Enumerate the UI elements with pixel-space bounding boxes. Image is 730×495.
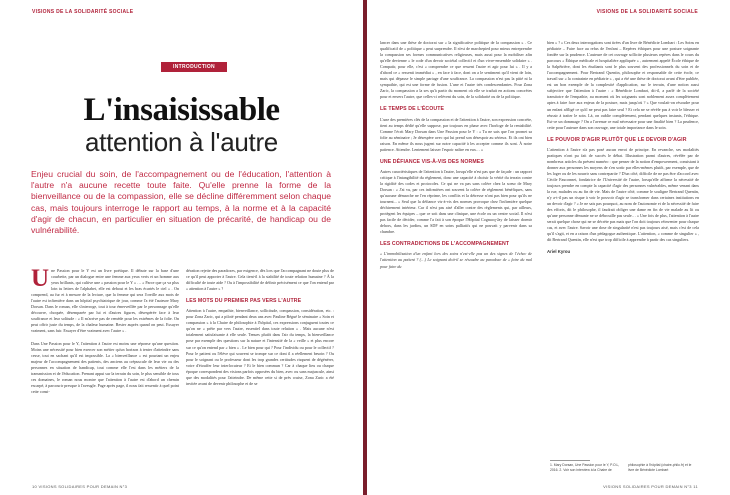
running-head: VISIONS DE LA SOLIDARITÉ SOCIALE [596,9,698,15]
section-tag: INTRODUCTION [161,62,227,72]
paragraph: « L'immobilisation d'un enfant lors des soins n'est-elle pas un des signes de l'échec de l'attention au patient ? (…) Le soignant doit-il se résoudre au paradoxe de « faire du mal pour faire du [380,251,532,269]
paragraph: dération rejette des paradoxes, par exigence, dès lors que l'accompagnant ne doute plus de ce qu'il peut apporter à l'autre. Cela tient-il à la stabilité de toute relation humaine ? À la difficulté de toute aide ? Ou à l'impossibilité de définir précisément ce que l'on entend par « attention à l'autre » ? [186,268,334,292]
section-heading: LE POUVOIR D'AGIR PLUTÔT QUE LE DEVOIR D'AGIR [547,136,687,143]
article-subtitle: attention à l'autre [85,127,278,157]
footnote-rule [550,460,590,461]
paragraph: bien » ? » Ces deux interrogations sont tirées d'un livre de Bénédicte Lombart : Les Soins en pédiatrie – Faire face au refus de l'enfant – Repères éthiques pour une posture soignante fondée sur la prudence. L'auteure de cet ouvrage sollicite plusieurs repères dans le cours du parcours « Éthique médicale et hospitalière appliquée » , autrement appelé École éthique de la Salpêtrière, dont les étudiants sont le plus souvent des professionnels du soin et de l'accompagnement. Pour Bertrand Quentin, philosophe et responsable de cette école, ce travail sur « la contrainte en pédiatrie » , qui a été une thèse de doctorat avant d'être publiée, est un bon exemple de la complexité d'application, sur le terrain, d'une notion aussi subjective que l'attention à l'autre : « Bénédicte Lombart, dit-il, a parlé de la société transitoire de l'empathie, au moment où les soignants sont noblement assez complètement aptes à faire face aux enjeux de la posture, mais jusqu'où ? » Que voulait-on résoudre pour un enfant affligé ce qu'il ne peut pas faire seul ? Et cela ne se révèle pas à voir le blesser et réussir à traiter le soin. Là, on oublie complètement, pendant quelques instants, l'éthique. Est-ce un dommage ? On a l'avenue ce mal nécessaire pour une finalité bien ? La prudence, cette pour l'auteure dans son ouvrage, une totale importance dans le soin. [547,40,699,130]
section-heading: UNE DÉFIANCE VIS-À-VIS DES NORMES [380,158,484,165]
left-page [0,0,363,495]
paragraph: Dans Une Passion pour le Y, l'attention à l'autre est moins une réponse qu'une question. Moins une nécessité pour bien exercer son métier qu'un horizon à tenter d'atteindre sans cesse, tout en sachant qu'il est impossible. La « bienveillance » est pourtant un enjeu majeur de l'accompagnement des patients, des anciens au crépuscule de leur vie ou des personnes en situation de handicap, tout comme elle l'est dans les métiers de la transmission et de l'éducation. Prenant appui sur la terrain du soin, le plus sensible de tous ces domaines, le roman nous montre que l'attention à l'autre est d'abord un chemin escarpé, à parcourir presque à l'aveugle. Page après page, il nous fait ressentir à quel point cette consi- [31,340,179,394]
section-heading: LES MOTS DU PREMIER PAS VERS L'AUTRE [186,298,302,305]
text-column-3 [380,40,532,270]
paragraph: Autres caractéristiques de l'attention à l'autre, lorsqu'elle n'est pas que de façade : un rapport critique à l'intangibilité du règlement, donc une capacité à choisir la vérité du terrain contre la rigidité des codes et protocoles. Ce qui ne va pas sans colère chez la soeur de Mary Dorsan : « J'ai vu, par ces infirmières ont souvent la colère de règlement bénéfiques, sans qu'aucune démarche ne l'en réprime, les conflits et la détresse n'ont pas bien pour qu'ils ne tournent... » Seul que la défiance vis-à-vis des normes provoque chez l'infirmière quelque déchirement intérieur. Car il n'est pas aisé d'aller contre des règlements qui, par ailleurs, protègent les équipes – que ce soit dans une clinique, une école ou un centre social. Il n'est pas facile de décider, comme l'a fait à son époque l'Hôpital Cognacq-Jay de laisser dormir dehors, dans les jardins, un SDF en soins palliatifs qui ne pouvait y parvenir dans sa chambre. [380,168,532,235]
text-column-4 [547,40,699,255]
section-heading: LE TEMPS DE L'ÉCOUTE [380,106,445,113]
page-footer: VISIONS SOLIDAIRES POUR DEMAIN N°3 11 [603,484,698,489]
paragraph: lancer dans une thèse de doctorat sur « la significative politique de la compassion » . Ce qualificatif de « politique » peut surprendre. Il n'est de marchepied pour mieux entreprendre la compassion ses formes communicatives religieuses, mais aussi pour la mobiliser afin qu'elle devienne « le code d'un devoir sociétal collectif et d'un vivre-ensemble solidaire » . Compatir, pour elle, c'est « comprendre ce que ressent l'autre et agir pour lui » . Il y a d'abord ce « ressenti immédiat » , en face à face, dont on a le sentiment qu'il vient de loin, mais qui dépasse le simple partage d'une souffrance. La compassion n'est pas la pitié ni la sympathie, qui est une forme de fusion. L'une et l'autre très condescendantes. Pour Zona Zaric, la compassion a la ses qu'à partir du moment où elle se traduit en actions concrètes pour et envers l'autre, que celles-ci relèvent du soin, de la solidarité ou de la politique. [380,40,532,100]
footnote: philosophie à l'hôpital (chaire-philo.fr) et le livre de Bénédicte Lombart [628,463,692,472]
footnotes [550,460,700,480]
paragraph: L'une des premières clés de la compassion et de l'attention à l'autre, son expression concrète, tient au temps dédié qu'elle suppose, par toujours en phase avec l'horloge de la rentabilité. Comme l'écrit Mary Dorsan dans Une Passion pour le Y : « Tu ne sais que l'on promet sa folie au séminaire ; Je désespère avec qui lui prend son désespoir au sérieux. Et ils ont bien raison. En même ils nous jugent sur notre capacité à les accepter comme ils sont. À notre patience. Attendre. Lentement laisser l'espoir naître en eux… » [380,116,532,152]
text-column-2 [186,268,334,387]
right-page [367,0,730,495]
page-footer: 10 VISIONS SOLIDAIRES POUR DEMAIN N°3 [32,484,128,489]
author-signature: Ariel Kyrou [547,248,571,254]
article-lead: Enjeu crucial du soin, de l'accompagnement ou de l'éducation, l'attention à l'autre n'a aucune recette toute faite. Qu'elle prenne la forme de la bienveillance ou de la compassion, elle se décline différemment selon chaque cas, mais toujours interroge le rapport au temps, à la norme et à la capacité d'agir de chacun, en particulier en situation de précarité, de handicap ou de vulnérabilité. [31,169,331,236]
drop-cap: U [31,265,50,292]
running-head: VISIONS DE LA SOLIDARITÉ SOCIALE [32,9,134,15]
text-column-1 [31,265,179,395]
article-title: L'insaisissable [83,92,280,128]
paragraph: Attention à l'autre, empathie, bienveillance, sollicitude, compassion, considération, etc. : pour Zona Zaric, qui a piloté pendant deux ans avec Pauline Bégué le séminaire « Soin et compassion » à la Chaire de philosophie à l'hôpital, ces expressions conjuguent toutes ce qu'on ne « prête par vers l'autre, essentiel dans toute relation » . Mais aucune n'est totalement satisfaisante à elle seule. Tenues plutôt dans l'air du temps, la bienveillance pose par exemple des questions sur la nature et l'intensité de la « veille » et plus encore sur ce qu'on entend par « bien » . Le bien pour qui ? Pour l'individu ou pour le collectif ? Pour le patient ou l'élève qui souvent se trompe sur ce dont il a réellement besoin ? Ou pour le soignant ou le professeur dont les trop grandes certitudes risquent de dégénérer, voire d'étouffer leur interlocuteur ? Et le bien commun ? Car à chaque lieu ou chaque époque correspondent des visions parfois opposées du bien, avec ou sans majuscule, ainsi que des modalités pour l'atteindre. De même cette si de près cruise, Zona Zaric a été invitée avant de devenir philosophe et de se [186,308,334,386]
paragraph: L'attention à l'autre n'a pas posé aucun envoi de principe. En revanche, ses modalités pratiques n'ont pu fait de succès le débat. Illustration parmi d'autres, révélée par de nombreux articles du présent numéro : que penser de la notion d'empowerment, consistant à donner aux personnes les moyens de s'en sortir par elles-mêmes plutôt, par exemple, que de les loger ou de les nourrir sans contrepartie ? D'un côté, difficile de ne pas être d'accord avec Cécile Fauconnet, fondatrice de l'Université de l'autre, lorsqu'elle affirme la nécessité de toujours prendre en compte la capacité d'agir des personnes vulnérables, même venant dans la rue, malades ou au fin de vie. Mais de l'autre côté, comme le souligne Bertrand Quentin, n'y a-t-il pas un risque à voir le pouvoir d'agir se transformer dans certaines institutions en un devoir d'agir ? « Je ne sais pas pourquoi, au nom de l'autonomie et de la nécessité de faire des efforts, dit le philosophe, il faudrait obliger une dame en fin de vie malade au lit ou qu'une personne démunie ne se débrouille pas seule… » Une fois de plus, l'attention à l'autre serait quelque chose qui ne se décrète pas mais que l'on doit toujours réinventer pour chaque cas, et avec l'autre. Savoir une dose de singularité n'est pas toujours aisé, mais c'est de cela qu'il s'agit, et en a raison d'un pédagogue authentique. L'attention, « comme de singulier » , dit Bertrand Quentin, elle n'est que trop difficile à apprendre à partir des cas singuliers. [547,146,699,243]
footnote: 1. Mary Dorsan, Une Passion pour le Y, P.O.L, 2016. 2. Voir son interview à la Chaire de [550,463,620,472]
paragraph: Une Passion pour le Y est un livre poétique. Il débute sur la base d'une courbette, par un dialogue entre une femme aux yeux verts et un homme aux yeux brillants, qui cultive une « passion pour le Y » … « Parce que ça va plus loin tu lettres de l'alphabet, elle est debout et les bras écartés le ciel » . On comprend, au fur et à mesure de la lecture, que la femme qui sera l'oreille aux mots de l'autre est infirmière dans un hôpital psychiatrique de jour, comme l'a été l'auteure Mary Dorsan. Dans le roman, elle s'interroge, tout à tour émerveillée par le personnage qu'elle découvre, choquée, désemparée par lui et d'autres figures, désespérée face à leur souffrance et leur solitude : « Il m'arrive pas de reméde pour les extrêmes de la folie. On peut offrir juste du temps, de la chaleur humaine. Rester auprès quand on peut. Essuyer vraiment, sans fuir. Essayer d'être vraiment avec l'autre » . [31,265,179,334]
section-heading: LES CONTRADICTIONS DE L'ACCOMPAGNEMENT [380,241,510,248]
